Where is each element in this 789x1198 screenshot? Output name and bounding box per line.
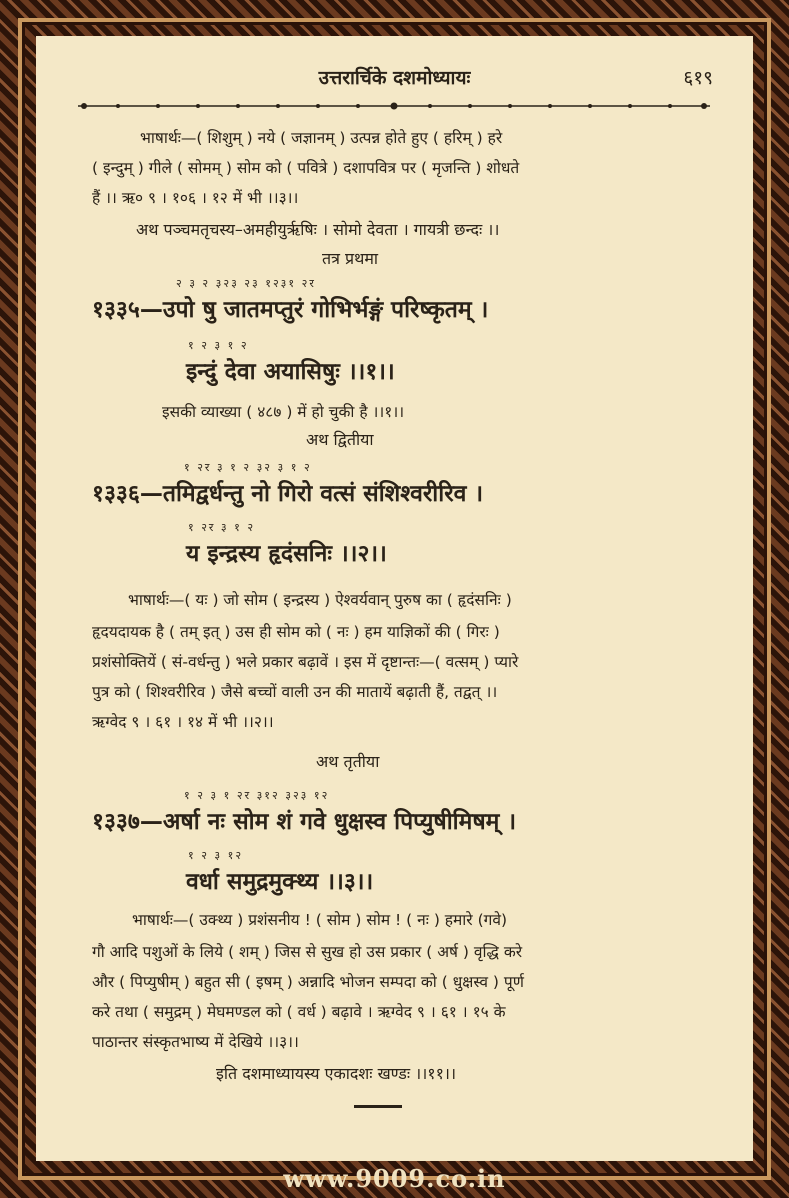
- mantra-line: इन्दुं देवा अयासिषुः ।।१।।: [186, 359, 395, 385]
- footer-url: www.9009.co.in: [283, 1164, 506, 1193]
- rishi-line: अथ पञ्चमतृचस्य–अमहीयुर्ऋषिः । सोमो देवता । गायत्री छन्दः ।।: [136, 220, 500, 239]
- ornament-divider: [78, 100, 710, 112]
- accent-marks: १ २ ३ १ २र ३१२ ३२३ १२: [184, 789, 330, 802]
- bhasha-line: और ( पिप्युषीम् ) बहुत सी ( इषम् ) अन्नादि भोजन सम्पदा को ( धुक्षस्व ) पूर्ण: [92, 973, 524, 991]
- closing-line: इति दशमाध्यायस्य एकादशः खण्डः ।।११।।: [216, 1064, 457, 1083]
- bhasha-line: हृदयदायक है ( तम् इत् ) उस ही सोम को ( नः ) हम याज्ञिकों की ( गिरः ): [92, 623, 500, 641]
- end-rule: [354, 1105, 402, 1108]
- bhasha-line: पाठान्तर संस्कृतभाष्य में देखिये ।।३।।: [92, 1033, 299, 1051]
- bhasha-line: भाषार्थः—( उक्थ्य ) प्रशंसनीय ! ( सोम ) सोम ! ( नः ) हमारे (गवे): [132, 911, 508, 929]
- accent-marks: १ २ ३ १ २: [188, 339, 249, 352]
- page-number: ६१९: [683, 67, 713, 89]
- accent-marks: २ ३ २ ३२३ २३ १२३१ २र: [176, 277, 316, 290]
- bhasha-line: गौ आदि पशुओं के लिये ( शम् ) जिस से सुख हो उस प्रकार ( अर्ष ) वृद्धि करे: [92, 943, 523, 961]
- reference-note: इसकी व्याख्या ( ४८७ ) में हो चुकी है ।।१।।: [162, 403, 405, 421]
- accent-marks: १ २ ३ १२: [188, 849, 244, 862]
- page-header: [36, 64, 753, 94]
- bhasha-line: पुत्र को ( शिश्वरीरिव ) जैसे बच्चों वाली उन की मातायें बढ़ाती हैं, तद्वत् ।।: [92, 683, 498, 701]
- book-page: [36, 36, 753, 1161]
- bhasha-line: प्रशंसोक्तियें ( सं-वर्धन्तु ) भले प्रकार बढ़ावें । इस में दृष्टान्तः—( वत्सम् ) प्यारे: [92, 653, 519, 671]
- accent-marks: १ २र ३ १ २ ३२ ३ १ २: [184, 461, 312, 474]
- bhasha-line: भाषार्थः—( यः ) जो सोम ( इन्द्रस्य ) ऐश्वर्यवान् पुरुष का ( हृदंसनिः ): [128, 591, 512, 609]
- running-head: उत्तरार्चिके दशमोध्यायः: [318, 67, 471, 89]
- section-heading: तत्र प्रथमा: [322, 249, 379, 268]
- section-heading: अथ द्वितीया: [306, 430, 374, 449]
- mantra-line: १३३७—अर्षा नः सोम शं गवे धुक्षस्व पिप्युषीमिषम् ।: [92, 809, 517, 835]
- bhasha-line: ( इन्दुम् ) गीले ( सोमम् ) सोम को ( पवित्रे ) दशापवित्र पर ( मृजन्ति ) शोधते: [92, 159, 520, 177]
- mantra-line: वर्धा समुद्रमुक्थ्य ।।३।।: [186, 869, 374, 895]
- mantra-line: १३३६—तमिद्वर्धन्तु नो गिरो वत्सं संशिश्वरीरिव ।: [92, 481, 484, 507]
- section-heading: अथ तृतीया: [316, 752, 380, 771]
- mantra-line: य इन्द्रस्य हृदंसनिः ।।२।।: [186, 541, 387, 567]
- bhasha-line: हैं ।। ऋ० ९ । १०६ । १२ में भी ।।३।।: [92, 189, 299, 207]
- bhasha-line: भाषार्थः—( शिशुम् ) नये ( जज्ञानम् ) उत्पन्न होते हुए ( हरिम् ) हरे: [140, 129, 503, 147]
- bhasha-line: ऋग्वेद ९ । ६१ । १४ में भी ।।२।।: [92, 713, 274, 731]
- accent-marks: १ २र ३ १ २: [188, 521, 256, 534]
- mantra-line: १३३५—उपो षु जातमप्तुरं गोभिर्भङ्गं परिष्कृतम् ।: [92, 297, 489, 323]
- bhasha-line: करे तथा ( समुद्रम् ) मेघमण्डल को ( वर्ध ) बढ़ावे । ऋग्वेद ९ । ६१ । १५ के: [92, 1003, 506, 1021]
